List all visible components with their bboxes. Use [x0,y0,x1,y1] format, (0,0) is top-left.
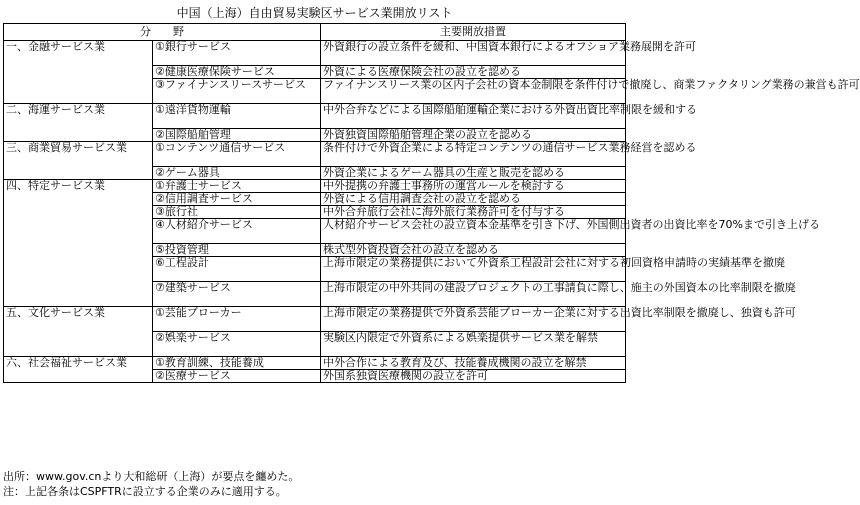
table-row [4,180,626,193]
table-header-row [4,24,626,41]
field-cell: ②医療サービス [153,370,321,383]
field-cell: ⑤投資管理 [153,244,321,257]
table-row [4,104,626,129]
source-note: 出所：www.gov.cnより大和総研（上海）が要点を纏めた。 [3,470,300,483]
footnotes [3,469,299,499]
measure-cell: 中外合作による教育及び、技能養成機関の設立を解禁 [321,357,626,370]
field-cell: ①銀行サービス [153,41,321,66]
measure-cell: 外資企業によるゲーム器具の生産と販売を認める [321,167,626,180]
header-field: 分 野 [4,24,321,41]
field-cell: ②国際船舶管理 [153,129,321,142]
measure-cell: 人材紹介サービス会社の設立資本金基準を引き下げ、外国側出資者の出資比率を70%まで引き上げる [321,219,626,244]
field-cell: ③ファイナンスリースサービス [153,79,321,104]
category-cell: 六、社会福祉サービス業 [4,357,153,383]
field-cell: ②ゲーム器具 [153,167,321,180]
measure-cell: 中外合弁旅行会社に海外旅行業務許可を付与する [321,206,626,219]
measure-cell: 株式型外資投資会社の設立を認める [321,244,626,257]
field-cell: ①教育訓練、技能養成 [153,357,321,370]
field-cell: ①弁護士サービス [153,180,321,193]
measure-cell: 実験区内限定で外資系による娯楽提供サービス業を解禁 [321,332,626,357]
table-row [4,307,626,332]
measure-cell: 外資による信用調査会社の設立を認める [321,193,626,206]
field-cell: ②信用調査サービス [153,193,321,206]
field-cell: ①芸能ブローカー [153,307,321,332]
field-cell: ①コンテンツ通信サービス [153,142,321,167]
applicability-note: 注：上記各条はCSPFTRに設立する企業のみに適用する。 [3,485,287,498]
field-cell: ③旅行社 [153,206,321,219]
measure-cell: 中外合弁などによる国際船舶運輸企業における外資出資比率制限を緩和する [321,104,626,129]
field-cell: ①遠洋貨物運輸 [153,104,321,129]
category-cell: 一、金融サービス業 [4,41,153,104]
field-cell: ②健康医療保険サービス [153,66,321,79]
field-cell: ⑦建築サービス [153,282,321,307]
service-opening-table [3,23,860,383]
table-row [4,142,626,167]
measure-cell: 外資銀行の設立条件を緩和、中国資本銀行によるオフショア業務展開を許可 [321,41,626,66]
table-title: 中国（上海）自由貿易実験区サービス業開放リスト [176,6,453,20]
measure-cell: 上海市限定の業務提供で外資系芸能ブローカー企業に対する出資比率制限を撤廃し、独資も許可 [321,307,626,332]
table-row [4,357,626,370]
category-cell: 四、特定サービス業 [4,180,153,307]
field-cell: ④人材紹介サービス [153,219,321,244]
header-measures: 主要開放措置 [321,24,626,41]
table-row [4,41,626,66]
measure-cell: 外資独資国際船舶管理企業の設立を認める [321,129,626,142]
category-cell: 五、文化サービス業 [4,307,153,357]
field-cell: ⑥工程設計 [153,257,321,282]
category-cell: 二、海運サービス業 [4,104,153,142]
measure-cell: 上海市限定の業務提供において外資系工程設計会社に対する初回資格申請時の実績基準を撤廃 [321,257,626,282]
measure-cell: 上海市限定の中外共同の建設プロジェクトの工事請負に際し、施主の外国資本の比率制限を撤廃 [321,282,626,307]
measure-cell: 中外提携の弁護士事務所の運営ルールを検討する [321,180,626,193]
measure-cell: 外国系独資医療機関の設立を許可 [321,370,626,383]
measure-cell: 外資による医療保険会社の設立を認める [321,66,626,79]
field-cell: ②娯楽サービス [153,332,321,357]
category-cell: 三、商業貿易サービス業 [4,142,153,180]
measure-cell: 条件付けで外資企業による特定コンテンツの通信サービス業務経営を認める [321,142,626,167]
measure-cell: ファイナンスリース業の区内子会社の資本金制限を条件付けで撤廃し、商業ファクタリング業務の兼営も許可 [321,79,626,104]
